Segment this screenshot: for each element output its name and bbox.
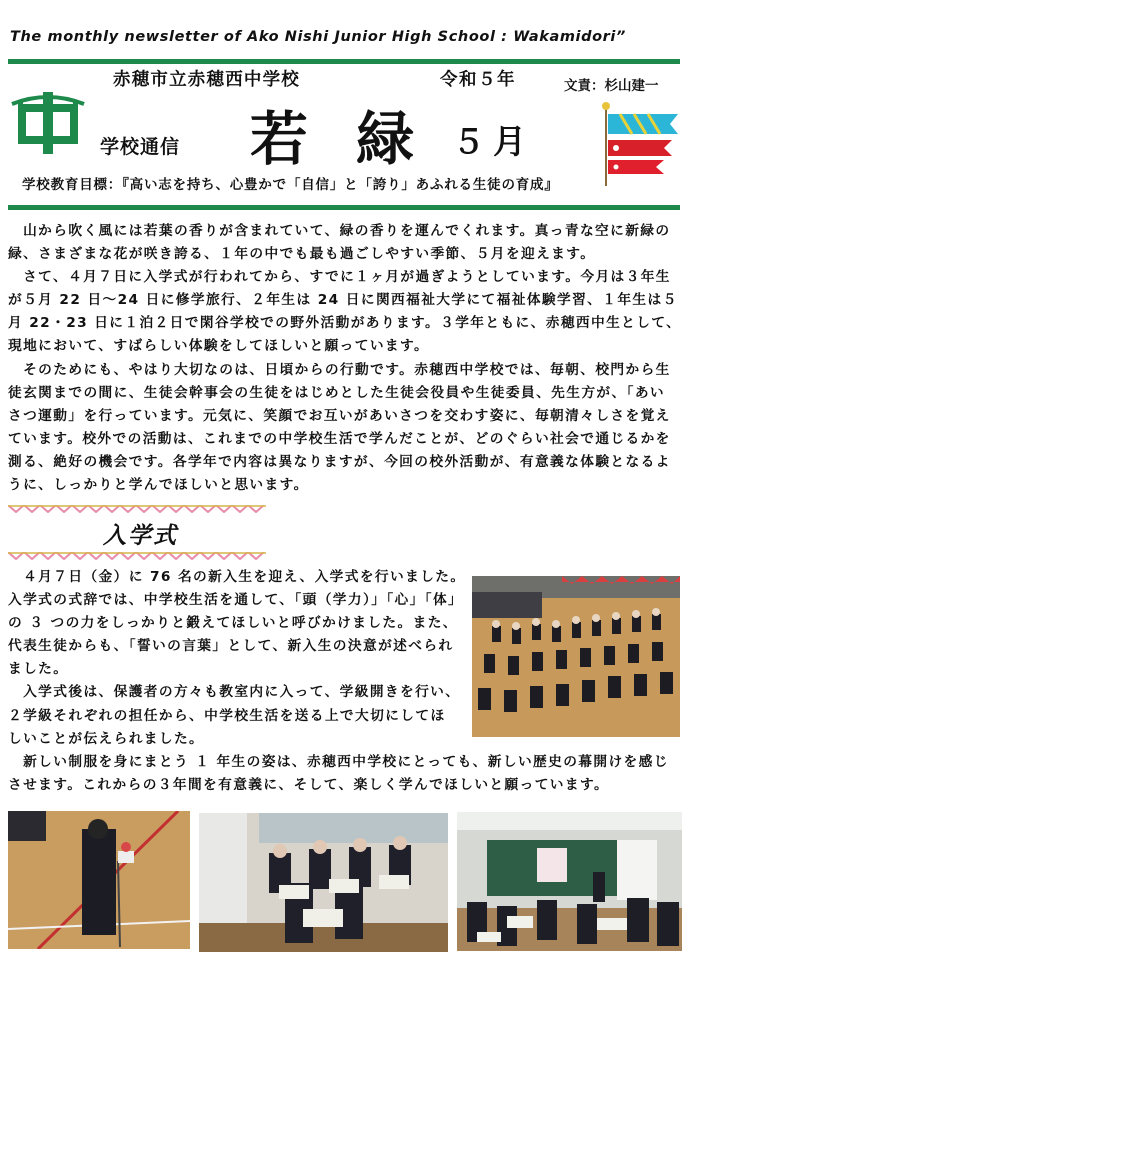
- issue-month: ５月: [452, 122, 534, 161]
- header-bottom-rule: [8, 205, 680, 210]
- school-name: 赤穂市立赤穂西中学校: [113, 70, 300, 90]
- classroom-photo: [199, 813, 448, 952]
- ceremony-line: 代表生徒からも、「誓いの言葉」として、新入生の決意が述べられ: [8, 638, 454, 655]
- section-divider-bottom: [8, 552, 266, 560]
- koinobori-icon: [598, 100, 682, 188]
- ceremony-photo: [472, 576, 680, 737]
- newsletter-name: 若緑: [250, 105, 463, 173]
- ceremony-line: ２学級それぞれの担任から、中学校生活を送る上で大切にしてほ: [8, 707, 446, 724]
- ceremony-line: させます。これからの３年間を有意義に、そして、楽しく学んでほしいと願っています。: [8, 776, 610, 793]
- intro-line: ています。校外での活動は、これまでの中学校生活で学んだことが、どのぐらい社会で通じるかを: [8, 430, 671, 447]
- intro-line: 現地において、すばらしい体験をしてほしいと願っています。: [8, 338, 430, 355]
- ceremony-line: 入学式の式辞では、中学校生活を通して、「頭（学力）」「心」「体」: [8, 592, 464, 609]
- ceremony-line: 新しい制服を身にまとう １ 年生の姿は、赤穂西中学校にとっても、新しい歴史の幕開けを感じ: [8, 753, 669, 770]
- school-emblem-icon: [10, 86, 86, 156]
- intro-line: うに、しっかりと学んでほしいと思います。: [8, 477, 309, 494]
- header-top-rule: [8, 59, 680, 64]
- ceremony-line: しいことが伝えられました。: [8, 730, 205, 747]
- intro-line: 山から吹く風には若葉の香りが含まれていて、緑の香りを運んでくれます。真っ青な空に新緑の: [8, 223, 671, 239]
- intro-line: そのためにも、やはり大切なのは、日頃からの行動です。赤穂西中学校では、毎朝、校門から生: [8, 361, 671, 378]
- newsletter-type: 学校通信: [100, 136, 181, 158]
- section-title: 入学式: [103, 523, 178, 549]
- intro-line: 月 22・23 日に１泊２日で閑谷学校での野外活動があります。３学年ともに、赤穂西中生として、: [8, 315, 682, 332]
- ceremony-line: ました。: [8, 661, 69, 678]
- speech-photo: [8, 811, 190, 949]
- intro-article: [8, 220, 684, 497]
- homeroom-photo: [457, 812, 682, 951]
- author-credit: 文責：杉山建一: [564, 78, 659, 94]
- intro-line: 緑、さまざまな花が咲き誇る、１年の中でも最も過ごしやすい季節、５月を迎えます。: [8, 246, 596, 263]
- intro-line: 測る、絶好の機会です。各学年で内容は異なりますが、今回の校外活動が、有意義な体験となるよ: [8, 453, 671, 470]
- intro-line: 徒玄関までの間に、生徒会幹事会の生徒をはじめとした生徒会役員や生徒委員、先生方が、「あい: [8, 384, 666, 401]
- school-goal: 学校教育目標：『高い志を持ち、心豊かで「自信」と「誇り」あふれる生徒の育成』: [22, 177, 559, 193]
- section-divider-top: [8, 505, 266, 513]
- ceremony-line: ４月７日（金）に 76 名の新入生を迎え、入学式を行いました。: [8, 569, 466, 585]
- ceremony-line: の ３ つの力をしっかりと鍛えてほしいと呼びかけました。また、: [8, 615, 458, 632]
- intro-line: さて、４月７日に入学式が行われてから、すでに１ヶ月が過ぎようとしています。今月は３年生: [8, 269, 671, 286]
- english-title: The monthly newsletter of Ako Nishi Junior High School : Wakamidori”: [10, 29, 626, 45]
- ceremony-line: 入学式後は、保護者の方々も教室内に入って、学級開きを行い、: [8, 684, 461, 701]
- issue-year: 令和５年: [440, 70, 516, 90]
- intro-line: が５月 22 日～24 日に修学旅行、２年生は 24 日に関西福祉大学にて福祉体験学習、１年生は５: [8, 292, 678, 309]
- intro-line: さつ運動」を行っています。元気に、笑顔でお互いがあいさつを交わす姿に、毎朝清々しさを覚え: [8, 407, 671, 424]
